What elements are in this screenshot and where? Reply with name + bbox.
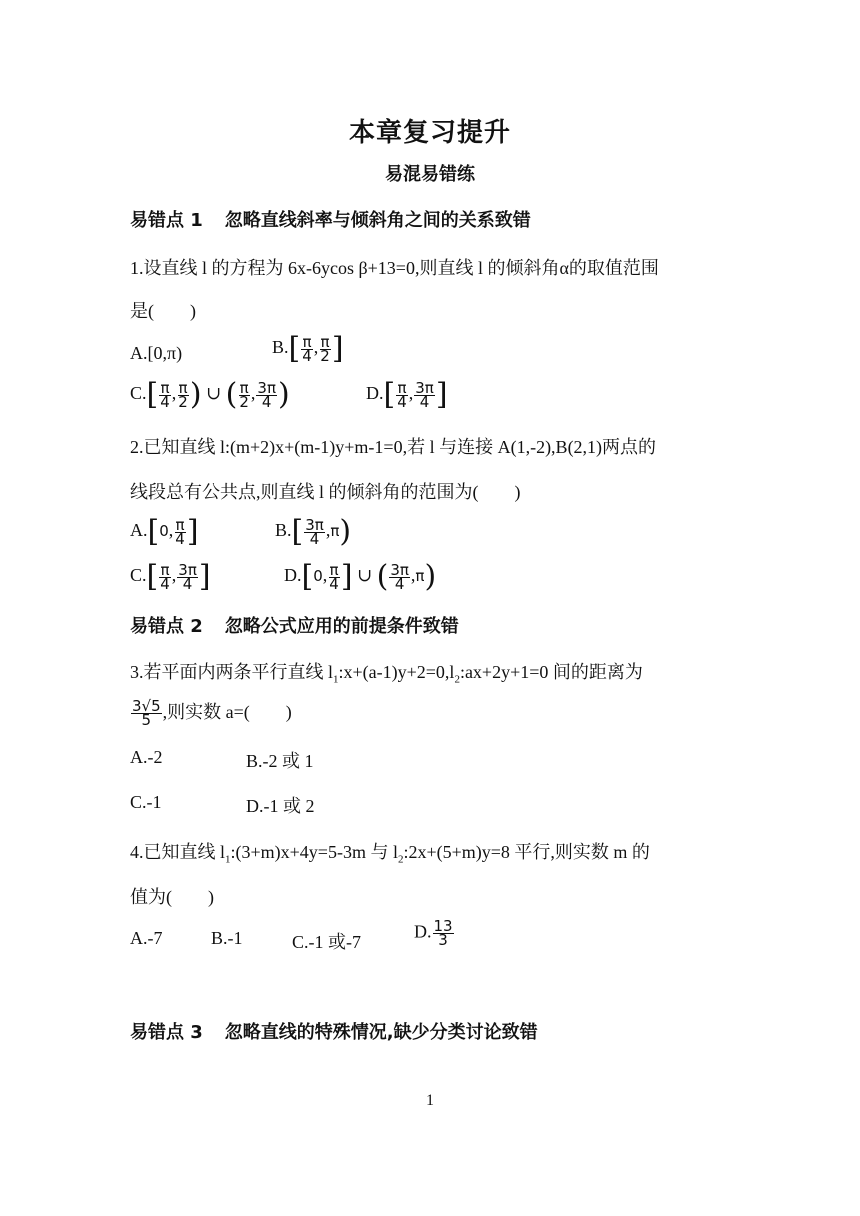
section-heading-2 <box>130 612 459 638</box>
page-subtitle: 易混易错练 <box>385 164 475 185</box>
section-text: 忽略公式应用的前提条件致错 <box>224 616 459 637</box>
q1-option-c: C.[ $\frac{\pi}{4}$ , $\frac{\pi}{2}$ ) ∪ ( $\frac{\pi}{2}$ , $\frac{3\pi}{4}$ ) <box>130 377 290 412</box>
q1-option-b: B.[ $\frac{\pi}{4}$ , $\frac{\pi}{2}$ ] <box>272 331 344 366</box>
question-4-line-2: 值为( ) <box>130 887 214 907</box>
q4-option-c: C.-1 或-7 <box>292 932 361 952</box>
question-1-line-2: 是( ) <box>130 301 196 321</box>
q2-option-b: B.[ $\frac{3\pi}{4}$ ,π) <box>275 514 352 549</box>
section-heading-1 <box>130 206 531 232</box>
section-text: 忽略直线的特殊情况,缺少分类讨论致错 <box>224 1022 538 1043</box>
question-3-line-1: 3.若平面内两条平行直线 $l_1:x+(a-1)y+2=0,l_2:ax+2y+1=0$ 间的距离为 <box>130 662 643 686</box>
question-2-line-1: 2.已知直线 l:(m+2)x+(m-1)y+m-1=0,若 l 与连接 A(1,-2),B(2,1)两点的 <box>130 437 657 457</box>
section-label: 易错点 1 <box>130 210 203 231</box>
q2-option-a: A.[0, $\frac{\pi}{4}$ ] <box>130 514 199 549</box>
section-label: 易错点 3 <box>130 1022 203 1043</box>
section-heading-3 <box>130 1018 538 1044</box>
q4-option-b: B.-1 <box>211 928 243 948</box>
q3-option-b: B.-2 或 1 <box>246 751 314 771</box>
q1-option-a: A.[0,π) <box>130 343 183 363</box>
q3-option-c: C.-1 <box>130 792 162 812</box>
section-label: 易错点 2 <box>130 616 203 637</box>
q3-option-a: A.-2 <box>130 747 163 767</box>
question-4-line-1: 4.已知直线 $l_1:(3+m)x+4y=5-3m$ 与 $l_2:2x+(5+m)y=8$ 平行,则实数 m 的 <box>130 842 650 866</box>
section-text: 忽略直线斜率与倾斜角之间的关系致错 <box>224 210 531 231</box>
page-title: 本章复习提升 <box>348 118 511 148</box>
q2-option-d: D.[0, $\frac{\pi}{4}$ ] ∪ ( $\frac{3\pi}{4}$ ,π) <box>284 559 437 594</box>
q1-option-d: D.[ $\frac{\pi}{4}$ , $\frac{3\pi}{4}$ ] <box>366 377 448 412</box>
q3-option-d: D.-1 或 2 <box>246 796 315 816</box>
q2-option-c: C.[ $\frac{\pi}{4}$ , $\frac{3\pi}{4}$ ] <box>130 559 211 594</box>
q4-option-a: A.-7 <box>130 928 163 948</box>
question-1-line-1: 1.设直线 l 的方程为 6x-6ycos β+13=0,则直线 l 的倾斜角α的取值范围 <box>130 258 659 278</box>
question-2-line-2: 线段总有公共点,则直线 l 的倾斜角的范围为( ) <box>130 482 521 502</box>
q4-option-d: D. $\frac{13}{3}$ <box>414 917 453 949</box>
question-3-line-2: $\frac{3√5}{5}$ ,则实数 a=( ) <box>132 697 292 730</box>
page-number: 1 <box>426 1092 434 1109</box>
